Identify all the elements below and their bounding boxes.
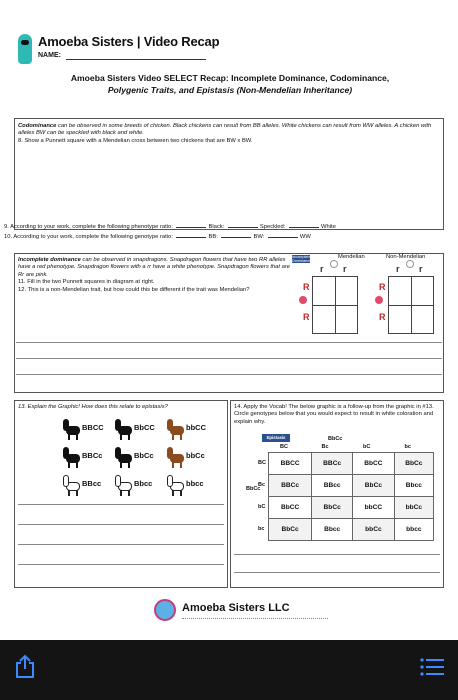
question-11: 11. Fill in the two Punnett squares in diagram at right.: [18, 279, 155, 286]
punnett-row-header: bC: [258, 504, 266, 510]
ratio-white-label: White: [321, 224, 336, 230]
punnett-cell[interactable]: BbCc: [312, 497, 353, 519]
answer-line[interactable]: [16, 358, 442, 359]
name-field: [66, 59, 206, 60]
red-flower-icon-2: [375, 296, 383, 304]
llama-genotype-label: bbCC: [186, 423, 206, 432]
red-flower-icon: [299, 296, 307, 304]
punnett-column-header: BC: [280, 444, 288, 450]
punnett-cell[interactable]: BBcc: [312, 475, 353, 497]
punnett-row: [269, 519, 434, 541]
question-10: 10. According to your work, complete the following genotype ratio:: [4, 234, 173, 240]
llama-genotype-label: Bbcc: [134, 479, 153, 488]
llama-genotype-label: BBcc: [82, 479, 102, 488]
codominance-term: Codominance: [18, 123, 57, 129]
punnett-cell[interactable]: Bbcc: [394, 475, 433, 497]
document-title: [20, 72, 440, 96]
footer-tagline: [182, 616, 328, 619]
mendelian-top-allele-2: r: [343, 264, 347, 274]
non-mendelian-top-allele-1: r: [396, 264, 400, 274]
punnett-cell[interactable]: bbCc: [394, 497, 433, 519]
llama-icon: [164, 418, 184, 440]
llama-genotype-label: BBCC: [82, 423, 104, 432]
bottom-toolbar: [0, 640, 458, 700]
punnett-cell[interactable]: BbCc: [394, 453, 433, 475]
punnett-column-header: bc: [404, 444, 411, 450]
incomplete-dominance-section: [14, 253, 444, 393]
mendelian-punnett-square: [312, 276, 358, 334]
parent-top-label: BbCc: [328, 436, 343, 442]
answer-line[interactable]: [18, 544, 224, 545]
punnett-cell[interactable]: BBCc: [269, 475, 312, 497]
llama-genotype-label: bbcc: [186, 479, 204, 488]
phenotype-ratio-row: [4, 224, 428, 230]
list-icon[interactable]: [420, 658, 444, 676]
genotype-ratio-row: [4, 234, 428, 240]
question-13-text: 13. Explain the Graphic! How does this relate to epistasis?: [18, 404, 168, 410]
mendelian-left-allele-2: R: [303, 312, 310, 322]
punnett-cell[interactable]: Bbcc: [312, 519, 353, 541]
incomplete-term: Incomplete dominance: [18, 257, 81, 263]
non-mendelian-top-allele-2: r: [419, 264, 423, 274]
ratio-bw-label: BW:: [253, 234, 265, 240]
punnett-row-header: Bc: [258, 482, 266, 488]
answer-line[interactable]: [18, 524, 224, 525]
punnett-cell[interactable]: BbCc: [269, 519, 312, 541]
answer-line[interactable]: [18, 564, 224, 565]
llama-icon: [164, 446, 184, 468]
question-8: 8. Show a Punnett square with a Mendelian cross between two chickens that are BW x BW.: [18, 137, 253, 144]
answer-line[interactable]: [234, 572, 440, 573]
llama-genotype-label: BbCC: [134, 423, 155, 432]
punnett-cell[interactable]: bbCC: [353, 497, 395, 519]
punnett-column-header: Bc: [321, 444, 329, 450]
punnett-cell[interactable]: BbCc: [353, 475, 395, 497]
llama-genotype-label: bbCc: [186, 451, 205, 460]
answer-line[interactable]: [234, 554, 440, 555]
llama-icon: [112, 418, 132, 440]
codominance-section: [14, 118, 444, 230]
parent-left-label: BbCc: [246, 486, 261, 492]
mendelian-left-allele-1: R: [303, 282, 310, 292]
question-12: 12. This is a non-Mendelian trait, but how could this be different if the trait was Mendelian?: [18, 286, 250, 293]
punnett-row: [269, 475, 434, 497]
worksheet-header: [14, 32, 444, 66]
punnett-cell[interactable]: bbcc: [394, 519, 433, 541]
title-line-1: Amoeba Sisters Video SELECT Recap: Incomplete Dominance, Codominance,: [70, 73, 390, 83]
llama-icon: [60, 446, 80, 468]
col-non-mendelian-label: Non-Mendelian: [386, 254, 426, 260]
answer-line[interactable]: [18, 504, 224, 505]
incomplete-dominance-badge: Incomplete Dominance: [292, 255, 312, 263]
punnett-cell[interactable]: BbCC: [269, 497, 312, 519]
punnett-row-header: bc: [258, 526, 265, 532]
incomplete-text: can be observed in snapdragons. Snapdragon flowers that have two RR alleles have a red phenotype. Snapdragon flowers with a rr have a white phenotype. Snapdragon flowers that are Rr are pink.: [18, 257, 290, 278]
ratio-ww-label: WW: [299, 234, 311, 240]
punnett-row-header: BC: [258, 460, 266, 466]
llama-genotype-label: BBCc: [82, 451, 103, 460]
punnett-cell[interactable]: BBCc: [312, 453, 353, 475]
llama-icon: [60, 474, 80, 496]
name-label: NAME:: [38, 52, 61, 59]
question-14-text: 14. Apply the Vocab! The below graphic is a follow-up from the graphic in #13. Circle genotypes below that you would expect to result in white coloration and explain why.: [234, 404, 434, 425]
punnett-cell[interactable]: BbCC: [353, 453, 395, 475]
non-mendelian-punnett-square: [388, 276, 434, 334]
llama-icon: [60, 418, 80, 440]
answer-line[interactable]: [16, 374, 442, 375]
epistasis-punnett-square: [268, 452, 434, 541]
llama-icon: [164, 474, 184, 496]
non-mendelian-left-allele-1: R: [379, 282, 386, 292]
mendelian-top-allele-1: r: [320, 264, 324, 274]
amoeba-logo-icon: [18, 34, 32, 64]
brand-title: Amoeba Sisters | Video Recap: [38, 34, 220, 49]
answer-line[interactable]: [16, 342, 442, 343]
punnett-row: [269, 453, 434, 475]
title-line-2: Polygenic Traits, and Epistasis (Non-Mendelian Inheritance): [107, 85, 353, 95]
question-9: 9. According to your work, complete the following phenotype ratio:: [4, 224, 173, 230]
punnett-row: [269, 497, 434, 519]
punnett-cell[interactable]: BBCC: [269, 453, 312, 475]
ratio-black-label: Black:: [208, 224, 225, 230]
ratio-speckled-label: Speckled:: [259, 224, 286, 230]
share-icon[interactable]: [14, 654, 36, 678]
non-mendelian-left-allele-2: R: [379, 312, 386, 322]
llama-icon: [112, 446, 132, 468]
footer-brand: Amoeba Sisters LLC: [182, 602, 290, 614]
white-flower-icon: [330, 260, 338, 268]
llama-icon: [112, 474, 132, 496]
punnett-column-header: bC: [363, 444, 371, 450]
white-flower-icon-2: [406, 260, 414, 268]
epistasis-badge: Epistasis: [262, 434, 290, 442]
punnett-cell[interactable]: bbCc: [353, 519, 395, 541]
codominance-text: can be observed in some breeds of chicken. Black chickens can result from BB alleles. White chickens can result from WW alleles. A chicken with alleles BW can be speckled with black and white.: [18, 123, 432, 137]
amoeba-sisters-logo-icon: [154, 599, 176, 621]
col-mendelian-label: Mendelian: [338, 254, 365, 260]
llama-genotype-label: BbCc: [134, 451, 154, 460]
ratio-bb-label: BB:: [208, 234, 218, 240]
